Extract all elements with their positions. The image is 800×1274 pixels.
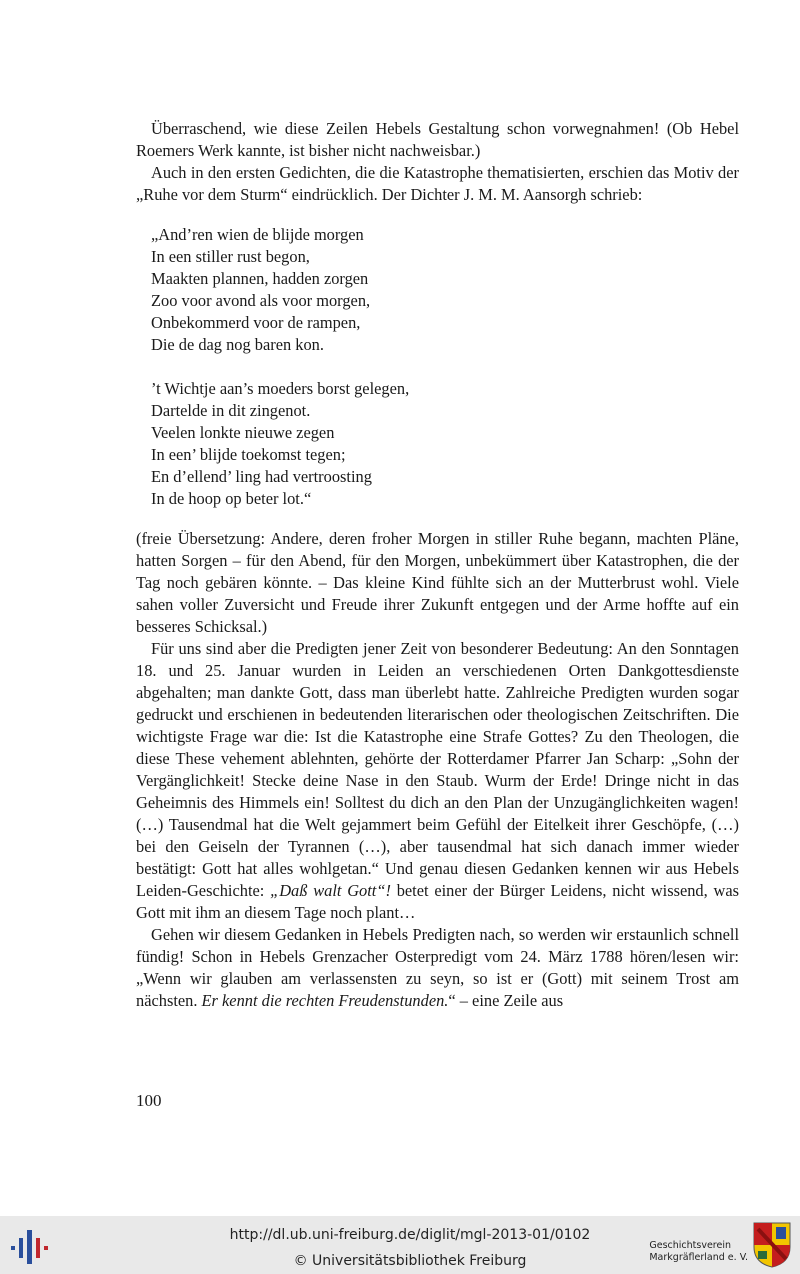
poem-line: En d’ellend’ ling had vertroosting <box>151 467 372 486</box>
document-url-link[interactable]: http://dl.ub.uni-freiburg.de/diglit/mgl-2013-01/0102 <box>229 1227 591 1243</box>
paragraph-4 <box>136 924 739 1012</box>
society-line-2: Markgräflerland e. V. <box>649 1252 748 1263</box>
paragraph-4-italic: Er kennt die rechten Freudenstunden. <box>201 991 449 1010</box>
poem-line: Dartelde in dit zingenot. <box>151 401 311 420</box>
coat-of-arms-icon <box>752 1221 792 1269</box>
poem-line: In een’ blijde toekomst tegen; <box>151 445 346 464</box>
copyright-text: © Universitätsbibliothek Freiburg <box>293 1253 527 1269</box>
paragraph-3 <box>136 638 739 924</box>
paragraph-2: Auch in den ersten Gedichten, die die Katastrophe thematisierten, erschien das Motiv der „Ruhe vor dem Sturm“ eindrücklich. Der Dichter J. M. M. Aansorgh schrieb: <box>136 163 739 204</box>
poem-line: Veelen lonkte nieuwe zegen <box>151 423 335 442</box>
paragraph-4-text: Gehen wir diesem Gedanken in Hebels Predigten nach, so werden wir erstaunlich schnell fündig! Schon in Hebels Grenzacher Osterpredigt vom 24. März 1788 hören/lesen wir: „Wenn wir glauben am verlassensten zu seyn, so ist er (Gott) mit seinem Trost am nächsten. <box>136 925 739 1010</box>
viewer-footer <box>0 1216 800 1274</box>
paragraph-1: Überraschend, wie diese Zeilen Hebels Gestaltung schon vorwegnahmen! (Ob Hebel Roemers Werk kannte, ist bisher nicht nachweisbar.) <box>136 119 739 160</box>
society-name <box>649 1240 748 1264</box>
society-line-1: Geschichtsverein <box>649 1240 731 1251</box>
poem-line: In de hoop op beter lot.“ <box>151 489 312 508</box>
poem <box>151 224 739 510</box>
poem-line: Maakten plannen, hadden zorgen <box>151 269 369 288</box>
paragraph-3-text: Für uns sind aber die Predigten jener Zeit von besonderer Bedeutung: An den Sonntagen 18. und 25. Januar wurden in Leiden an verschiedenen Orten Dankgottesdienste abgehalten; man dankte Gott, dass man überlebt hatte. Zahlreiche Predigten wurden sogar gedruckt und erschienen in bedeutenden literarischen oder theologischen Zeitschriften. Die wichtigste Frage war die: Ist die Katastrophe eine Strafe Gottes? Zu den Theologen, die diese These vehement ablehnten, gehörte der Rotterdamer Pfarrer Jan Scharp: „Sohn der Vergänglichkeit! Stecke deine Nase in den Staub. Wurm der Erde! Dringe nicht in das Geheimnis des Himmels ein! Solltest du dich an den Plan der Unzugänglichkeiten wagen! (…) Tausendmal hat die Welt gejammert beim Gefühl der Eitelkeit ihrer Geschöpfe, (…) bei den Geiseln der Tyrannen (…), aber tausendmal hat sich danach immer wieder bestätigt: Gott hat alles wohlgetan.“ Und genau diesen Gedanken kennen wir aus Hebels Leiden-Geschichte: <box>136 639 739 900</box>
paragraph-3-italic: „Daß walt Gott“! <box>270 881 391 900</box>
paragraph-4-text-end: “ – eine Zeile aus <box>448 991 564 1010</box>
poem-line: In een stiller rust begon, <box>151 247 310 266</box>
translation-paragraph: (freie Übersetzung: Andere, deren froher Morgen in stiller Ruhe begann, machten Pläne, hatten Sorgen – für den Abend, für den Morgen, unbekümmert über Katastrophen, die der Tag noch gebären könnte. – Das kleine Kind fühlte sich an der Mutterbrust wohl. Viele sahen voller Zuversicht und Freude ihrer Zukunft entgegen und der Arme hoffte auf ein besseres Schicksal.) <box>136 529 739 636</box>
poem-stanza-1 <box>151 224 739 356</box>
body-text <box>136 118 739 1012</box>
poem-line: „And’ren wien de blijde morgen <box>151 225 364 244</box>
page-number: 100 <box>136 1091 162 1110</box>
poem-line: Onbekommerd voor de rampen, <box>151 313 361 332</box>
poem-line: ’t Wichtje aan’s moeders borst gelegen, <box>151 379 410 398</box>
poem-line: Zoo voor avond als voor morgen, <box>151 291 371 310</box>
poem-line: Die de dag nog baren kon. <box>151 335 324 354</box>
poem-stanza-2 <box>151 378 739 510</box>
paragraph-3-text-end: betet einer der Bürger Leidens, nicht wissend, was Gott mit ihm an diesem Tage noch plant… <box>136 881 739 922</box>
